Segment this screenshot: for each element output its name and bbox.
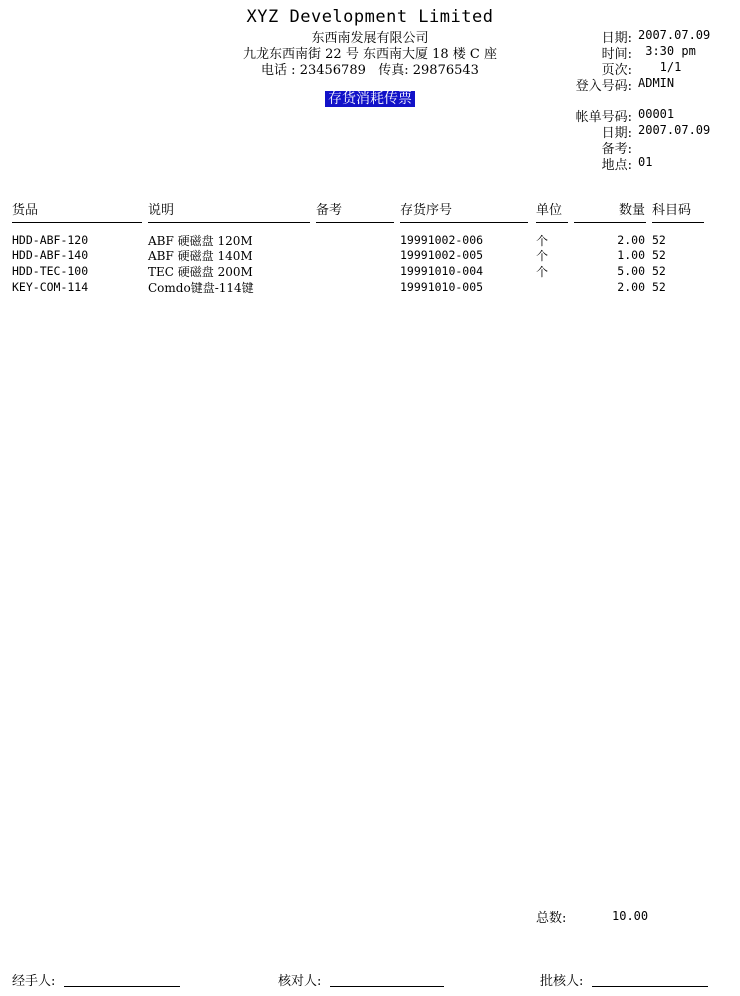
meta-remark-label: 备考: [601, 142, 632, 157]
col-header-item: 货品 [12, 203, 39, 218]
col-header-desc: 说明 [148, 203, 175, 218]
handler-label: 经手人: [12, 974, 56, 989]
col-divider-account [652, 222, 704, 223]
cell-serial: 19991002-005 [400, 248, 484, 262]
cell-qty: 5.00 [617, 264, 645, 278]
company-name-cn: 东西南发展有限公司 [311, 31, 429, 46]
cell-serial: 19991002-006 [400, 233, 484, 247]
cell-item: HDD-TEC-100 [12, 264, 89, 278]
cell-desc: TEC 硬磁盘 200M [148, 265, 253, 279]
col-divider-serial [400, 222, 528, 223]
col-divider-remark [316, 222, 394, 223]
meta-location-value: 01 [638, 155, 653, 169]
col-divider-unit [536, 222, 568, 223]
col-header-qty: 数量 [618, 203, 645, 218]
col-header-unit: 单位 [536, 203, 563, 218]
cell-qty: 1.00 [617, 248, 645, 262]
cell-desc: Comdo键盘-114键 [148, 281, 254, 295]
meta-docdate-label: 日期: [601, 126, 632, 141]
meta-time-label: 时间: [601, 47, 632, 62]
checker-signature-line [330, 986, 444, 987]
approver-label: 批核人: [540, 974, 584, 989]
total-label: 总数: [536, 911, 567, 926]
cell-item: HDD-ABF-140 [12, 248, 89, 262]
meta-time-value: 3:30 pm [638, 44, 696, 58]
col-divider-qty [574, 222, 646, 223]
cell-account: 52 [652, 233, 666, 247]
company-address: 九龙东西南街 22 号 东西南大厦 18 楼 C 座 [243, 47, 497, 62]
checker-label: 核对人: [278, 974, 322, 989]
cell-account: 52 [652, 280, 666, 294]
meta-page-value: 1/1 [638, 60, 682, 74]
company-name-en: XYZ Development Limited [246, 7, 494, 27]
handler-signature-line [64, 986, 180, 987]
cell-qty: 2.00 [617, 233, 645, 247]
col-divider-desc [148, 222, 310, 223]
col-divider-item [12, 222, 142, 223]
col-header-serial: 存货序号 [400, 203, 453, 218]
cell-serial: 19991010-005 [400, 280, 484, 294]
meta-docno-value: 00001 [638, 107, 675, 121]
cell-qty: 2.00 [617, 280, 645, 294]
meta-page-label: 页次: [601, 63, 632, 78]
cell-serial: 19991010-004 [400, 264, 484, 278]
cell-item: HDD-ABF-120 [12, 233, 89, 247]
cell-unit: 个 [536, 249, 549, 263]
total-value: 10.00 [612, 909, 649, 923]
col-header-remark: 备考 [316, 203, 343, 218]
meta-login-value: ADMIN [638, 76, 675, 90]
meta-login-label: 登入号码: [575, 79, 632, 94]
meta-date-label: 日期: [601, 31, 632, 46]
company-contact: 电话 : 23456789 传真: 29876543 [261, 63, 479, 78]
col-header-account: 科目码 [652, 203, 692, 218]
cell-desc: ABF 硬磁盘 140M [148, 249, 253, 263]
meta-docno-label: 帐单号码: [575, 110, 632, 125]
cell-account: 52 [652, 264, 666, 278]
document-title: 存货消耗传票 [325, 91, 415, 107]
meta-docdate-value: 2007.07.09 [638, 123, 711, 137]
meta-location-label: 地点: [601, 158, 632, 173]
approver-signature-line [592, 986, 708, 987]
cell-item: KEY-COM-114 [12, 280, 89, 294]
meta-date-value: 2007.07.09 [638, 28, 711, 42]
cell-desc: ABF 硬磁盘 120M [148, 234, 253, 248]
cell-account: 52 [652, 248, 666, 262]
cell-unit: 个 [536, 265, 549, 279]
cell-unit: 个 [536, 234, 549, 248]
